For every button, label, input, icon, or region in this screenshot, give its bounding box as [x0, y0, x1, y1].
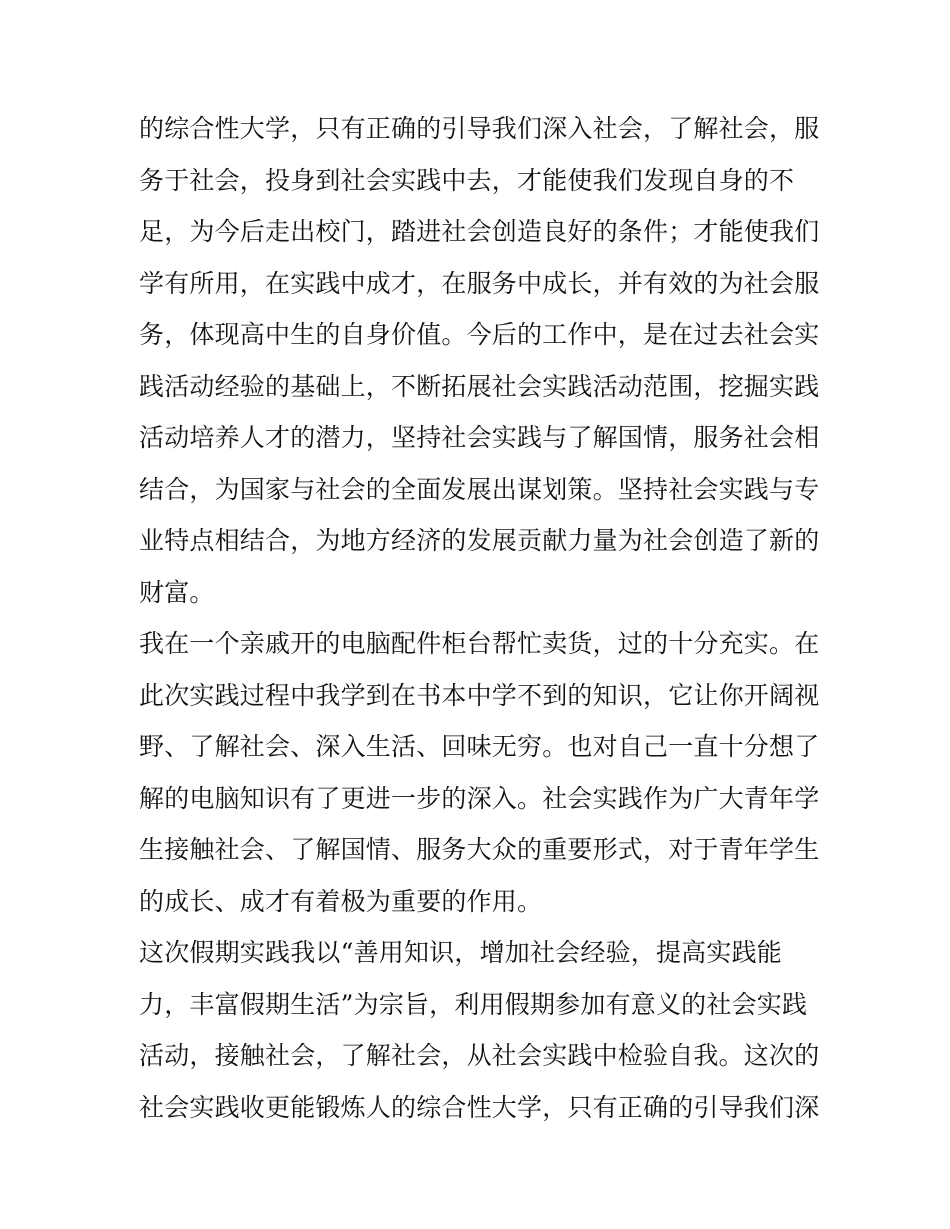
- text-line: 力，丰富假期生活”为宗旨，利用假期参加有意义的社会实践: [139, 989, 808, 1019]
- text-line: 结合，为国家与社会的全面发展出谋划策。坚持社会实践与专: [139, 474, 820, 504]
- text-line: 务于社会，投身到社会实践中去，才能使我们发现自身的不: [139, 165, 795, 195]
- text-line: 足，为今后走出校门，踏进社会创造良好的条件；才能使我们: [139, 217, 820, 246]
- text-line: 此次实践过程中我学到在书本中学不到的知识，它让你开阔视: [139, 680, 820, 710]
- text-line: 生接触社会、了解国情、服务大众的重要形式，对于青年学生: [139, 835, 820, 864]
- text-line: 务，体现高中生的自身价值。今后的工作中，是在过去社会实: [139, 320, 820, 349]
- text-line: 我在一个亲戚开的电脑配件柜台帮忙卖货，过的十分充实。在: [139, 629, 820, 658]
- text-line: 业特点相结合，为地方经济的发展贡献力量为社会创造了新的: [139, 526, 820, 555]
- text-line: 践活动经验的基础上，不断拓展社会实践活动范围，挖掘实践: [139, 371, 820, 401]
- text-line: 的综合性大学，只有正确的引导我们深入社会，了解社会，服: [139, 114, 820, 143]
- text-line: 学有所用，在实践中成才，在服务中成长，并有效的为社会服: [139, 268, 820, 298]
- text-line: 财富。: [139, 577, 215, 607]
- text-line: 解的电脑知识有了更进一步的深入。社会实践作为广大青年学: [139, 783, 820, 813]
- text-line: 活动培养人才的潜力，坚持社会实践与了解国情，服务社会相: [139, 423, 820, 452]
- document-body-text: [139, 103, 839, 1133]
- text-line: 的成长、成才有着极为重要的作用。: [139, 886, 543, 916]
- text-line: 这次假期实践我以“善用知识，增加社会经验，提高实践能: [139, 938, 782, 967]
- text-line: 野、了解社会、深入生活、回味无穷。也对自己一直十分想了: [139, 732, 820, 761]
- text-line: 社会实践收更能锻炼人的综合性大学，只有正确的引导我们深: [139, 1092, 820, 1122]
- text-line: 活动，接触社会，了解社会，从社会实践中检验自我。这次的: [139, 1041, 820, 1070]
